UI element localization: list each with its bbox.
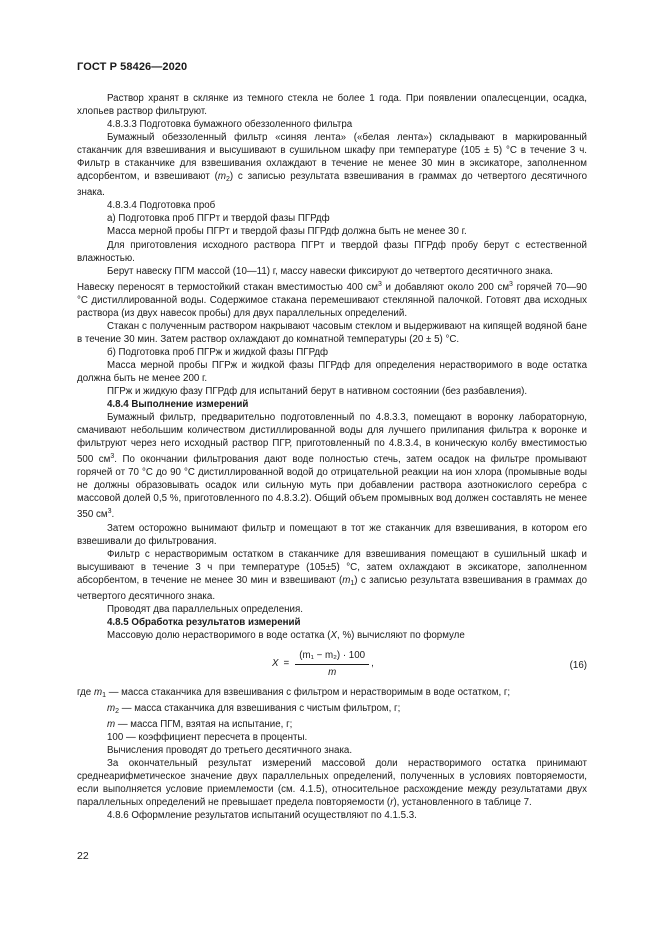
paragraph: За окончательный результат измерений массовой доли нерастворимого остатка принимают среднеарифметическое значение двух параллельных определений, полученных в условиях повторяемости, если выполняется условие приемлемости (см. 4.1.5), относительное расхождение между результатами двух параллельных определений не превышает предела повторяемости (r), установленного в таблице 7. [77, 758, 587, 809]
document-header: ГОСТ Р 58426—2020 [77, 61, 188, 73]
formula-16 [77, 645, 587, 683]
paragraph: Масса мерной пробы ПГРж и жидкой фазы ПГРдф для определения нерастворимого в воде остатка должна быть не менее 200 г. [77, 359, 587, 384]
equation-number: (16) [569, 659, 587, 671]
list-item-a: а) Подготовка проб ПГРт и твердой фазы ПГРдф [107, 213, 330, 225]
paragraph: Затем осторожно вынимают фильтр и помещают в тот же стаканчик для взвешивания, в котором его взвешивали до фильтрования. [77, 522, 587, 547]
paragraph: Раствор хранят в склянке из темного стекла не более 1 года. При появлении опалесценции, осадка, хлопьев раствор фильтруют. [77, 93, 587, 118]
formula-numerator: (m₁ − m₂) · 100 [295, 649, 369, 665]
paragraph: Берут навеску ПГМ массой (10—11) г, массу навески фиксируют до четвертого десятичного знака. [107, 265, 554, 277]
formula-comma: , [371, 658, 374, 670]
paragraph: Масса мерной пробы ПГРт и твердой фазы ПГРдф должна быть не менее 30 г. [107, 226, 467, 238]
section-heading-4834: 4.8.3.4 Подготовка проб [107, 200, 216, 212]
section-heading-484: 4.8.4 Выполнение измерений [107, 399, 249, 411]
formula-lhs: X [272, 658, 279, 670]
paragraph: Бумажный обеззоленный фильтр «синяя лента» («белая лента») складывают в маркированный стаканчик для взвешивания и высушивают в сушильном шкафу при температуре (105 ± 5) °С в течение 3 ч. Фильтр в стаканчике для взвешивания охлаждают в течение не менее 30 мин в эксикаторе, заполненном адсорбентом, и взвешивают $(m_2)$ с записью результата взвешивания в граммах до четвертого десятичного знака. [77, 132, 587, 199]
paragraph: Бумажный фильтр, предварительно подготовленный по 4.8.3.3, помещают в воронку лабораторную, смачивают небольшим количеством дистиллированной воды для лучшего прилипания фильтра к воронке и фильтруют через него исходный раствор ПГР, приготовленный по 4.8.3.4, в коническую колбу вместимостью 500 $см^3$. По окончании фильтрования дают воде полностью стечь, затем осадок на фильтре промывают горячей от 70 °С до 90 °С дистиллированной водой до отрицательной реакции на ион хлора (промывные воды не должны образовывать осадок или сильную муть при добавлении раствора азотнокислого серебра с массовой долей 0,5 %, приготовленного по 4.8.3.2). Общий объем промывных вод должен составлять не менее 350 $см^3$. [77, 412, 587, 521]
paragraph: ПГРж и жидкую фазу ПГРдф для испытаний берут в нативном состоянии (без разбавления). [107, 386, 528, 398]
list-item-b: б) Подготовка проб ПГРж и жидкой фазы ПГРдф [107, 346, 329, 358]
paragraph: Стакан с полученным раствором накрывают часовым стеклом и выдерживают на кипящей водяной бане в течение 30 мин. Затем раствор охлаждают до комнатной температуры (20 ± 5) °С. [77, 320, 587, 345]
section-heading-485: 4.8.5 Обработка результатов измерений [107, 616, 301, 628]
page-number: 22 [77, 850, 89, 862]
page-content [77, 92, 587, 822]
paragraph: Фильтр с нерастворимым остатком в стаканчике для взвешивания помещают в сушильный шкаф и высушивают в течение 3 ч при температуре (105±5) °С, затем охлаждают в эксикаторе, заполненном абсорбентом, в течение не менее 30 мин и взвешивают $(m_1)$ с записью результата взвешивания в граммах до четвертого десятичного знака. [77, 548, 587, 602]
paragraph: Навеску переносят в термостойкий стакан вместимостью 400 $см^3$ и добавляют около 200 $см^3$ горячей 70—90 °С дистиллированной воды. Содержимое стакана перемешивают стеклянной палочкой. Готовят два исходных раствора (из двух навесок пробы) для двух параллельных определений. [77, 280, 587, 319]
where-line: 100 — коэффициент пересчета в проценты. [107, 732, 308, 744]
paragraph: Вычисления проводят до третьего десятичного знака. [107, 745, 353, 757]
formula-expression [272, 649, 374, 679]
paragraph: Массовую долю нерастворимого в воде остатка (X, %) вычисляют по формуле [107, 629, 465, 641]
formula-equals: = [283, 658, 290, 670]
paragraph: Проводят два параллельных определения. [107, 603, 303, 615]
paragraph: Для приготовления исходного раствора ПГРт и твердой фазы ПГРдф пробу берут с естественной влажностью. [77, 239, 587, 264]
section-heading-4833: 4.8.3.3 Подготовка бумажного обеззоленного фильтра [107, 119, 353, 131]
where-line: $m_2$ — масса стаканчика для взвешивания с чистым фильтром, г; [107, 702, 401, 715]
where-line: где $m_1$ — масса стаканчика для взвешивания с фильтром и нерастворимым в воде остатком, г; [77, 686, 511, 699]
where-line: m — масса ПГМ, взятая на испытание, г; [107, 719, 293, 731]
formula-fraction [295, 649, 369, 679]
paragraph: 4.8.6 Оформление результатов испытаний осуществляют по 4.1.5.3. [107, 810, 417, 822]
formula-denominator: m [328, 666, 337, 678]
